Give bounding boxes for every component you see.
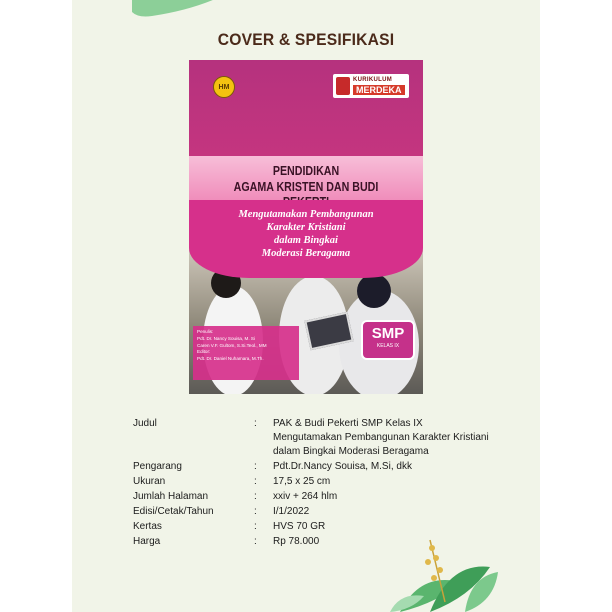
cover-title-line1: PENDIDIKAN — [272, 163, 340, 178]
merdeka-label: MERDEKA — [353, 85, 405, 95]
spec-colon: : — [254, 506, 257, 517]
author-line: Penulis: — [197, 329, 214, 334]
spec-colon: : — [254, 521, 257, 532]
kurikulum-merdeka-badge — [333, 74, 409, 98]
cover-subtitle-line: dalam Bingkai — [274, 235, 338, 246]
grade-label: KELAS IX — [376, 343, 400, 349]
cover-subtitle-line: Karakter Kristiani — [266, 222, 346, 233]
spec-value: PAK & Budi Pekerti SMP Kelas IX — [273, 418, 423, 429]
book-cover — [189, 60, 423, 394]
spec-value: xxiv + 264 hlm — [273, 491, 338, 502]
spec-value: HVS 70 GR — [273, 521, 326, 532]
plant-decoration-icon — [390, 522, 500, 612]
leaf-decoration-icon — [132, 0, 222, 20]
spec-colon: : — [254, 476, 257, 487]
spec-label: Pengarang — [133, 461, 182, 472]
cover-subtitle-line: Mengutamakan Pembangunan — [238, 209, 374, 220]
author-line: Caren V.F. Gultom, S.Si.Teol., MM — [197, 342, 267, 348]
spec-label: Jumlah Halaman — [133, 491, 209, 502]
spec-value: I/1/2022 — [273, 506, 310, 517]
kurikulum-label: KURIKULUM — [353, 77, 393, 83]
spec-value: dalam Bingkai Moderasi Beragama — [273, 446, 429, 457]
spec-label: Ukuran — [133, 476, 166, 487]
spec-value: Rp 78.000 — [273, 536, 320, 547]
spec-value: 17,5 x 25 cm — [273, 476, 331, 487]
spec-label: Kertas — [133, 521, 162, 532]
spec-colon: : — [254, 491, 257, 502]
page-title: COVER & SPESIFIKASI — [217, 30, 395, 49]
spec-colon: : — [254, 461, 257, 472]
spec-label: Edisi/Cetak/Tahun — [133, 506, 214, 517]
student-figure — [357, 274, 391, 308]
cover-title-line2: AGAMA KRISTEN DAN BUDI — [233, 179, 379, 194]
publisher-logo: HM — [213, 76, 235, 98]
cover-subtitle-line: Moderasi Beragama — [261, 248, 351, 259]
author-line: Pdt. Dr. Daniel Nuhamara, M.Th. — [197, 356, 264, 362]
author-line: Editor: — [197, 349, 211, 355]
author-line: Pdt. Dr. Nancy Souisa, M. Si — [197, 335, 255, 341]
spec-colon: : — [254, 536, 257, 547]
spec-value: Pdt.Dr.Nancy Souisa, M.Si, dkk — [273, 461, 412, 472]
book-icon — [336, 77, 350, 95]
level-label: SMP — [371, 325, 405, 342]
level-badge — [361, 320, 415, 360]
spec-label: Harga — [133, 536, 161, 547]
spec-label: Judul — [133, 418, 157, 429]
spec-colon: : — [254, 418, 257, 429]
spec-value: Mengutamakan Pembangunan Karakter Kristiani — [273, 432, 489, 443]
author-box — [193, 326, 299, 380]
